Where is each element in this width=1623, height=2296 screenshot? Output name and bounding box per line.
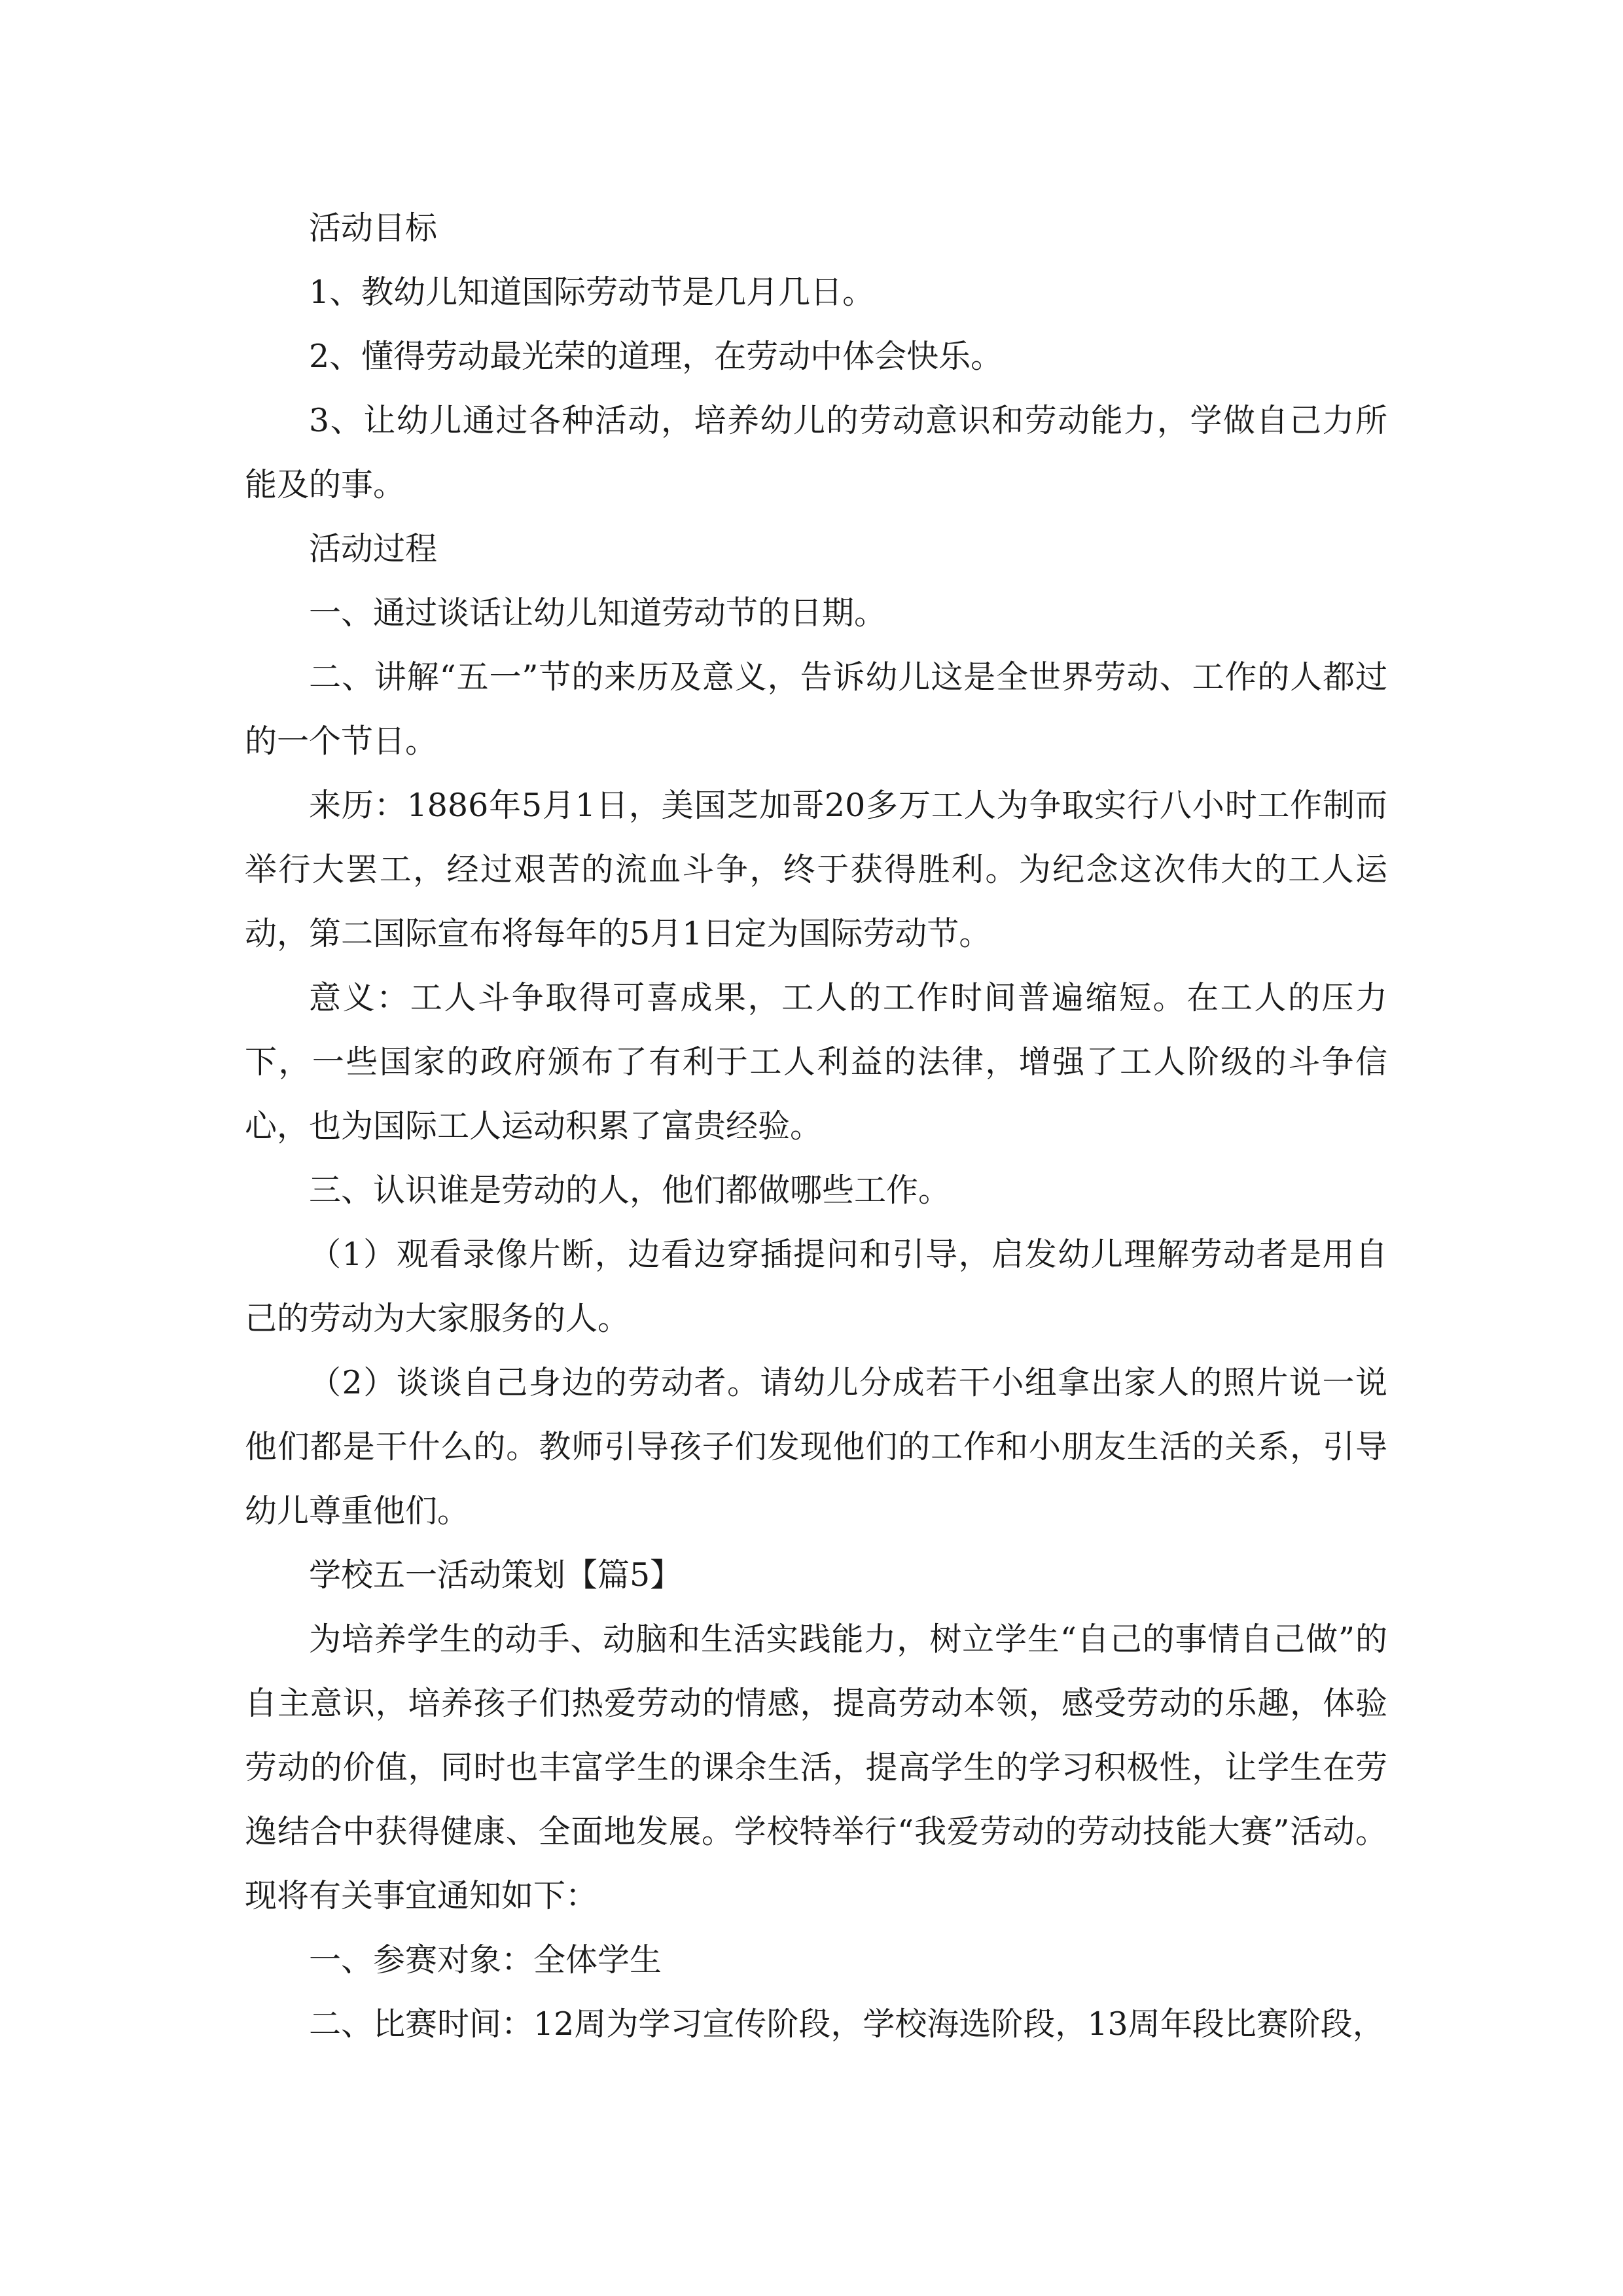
paragraph: 一、参赛对象：全体学生 — [309, 1941, 662, 1979]
paragraph: （2）谈谈自己身边的劳动者。请幼儿分成若干小组拿出家人的照片说一说他们都是干什么的。教师引导孩子们发现他们的工作和小朋友生活的关系，引导幼儿尊重他们。 — [245, 1364, 1387, 1530]
paragraph: 意义：工人斗争取得可喜成果，工人的工作时间普遍缩短。在工人的压力下，一些国家的政府颁布了有利于工人利益的法律，增强了工人阶级的斗争信心，也为国际工人运动积累了富贵经验。 — [245, 979, 1387, 1145]
document-body — [245, 196, 1387, 2056]
section-heading-goals: 活动目标 — [309, 209, 438, 247]
paragraph: 二、讲解“五一”节的来历及意义，告诉幼儿这是全世界劳动、工作的人都过的一个节日。 — [245, 658, 1387, 760]
paragraph: 1、教幼儿知道国际劳动节是几月几日。 — [309, 274, 875, 311]
paragraph: 3、让幼儿通过各种活动，培养幼儿的劳动意识和劳动能力，学做自己力所能及的事。 — [245, 402, 1387, 503]
paragraph: 2、懂得劳动最光荣的道理，在劳动中体会快乐。 — [309, 338, 1003, 375]
paragraph: 一、通过谈话让幼儿知道劳动节的日期。 — [309, 594, 887, 632]
section-heading-process: 活动过程 — [309, 530, 438, 567]
paragraph: （1）观看录像片断，边看边穿插提问和引导，启发幼儿理解劳动者是用自己的劳动为大家服务的人。 — [245, 1236, 1387, 1337]
paragraph: 为培养学生的动手、动脑和生活实践能力，树立学生“自己的事情自己做”的自主意识，培养孩子们热爱劳动的情感，提高劳动本领，感受劳动的乐趣，体验劳动的价值，同时也丰富学生的课余生活，提高学生的学习积极性，让学生在劳逸结合中获得健康、全面地发展。学校特举行“我爱劳动的劳动技能大赛”活动。现将有关事宜通知如下： — [245, 1621, 1387, 1914]
section-heading-part5: 学校五一活动策划【篇5】 — [309, 1556, 683, 1594]
paragraph: 来历：1886年5月1日，美国芝加哥20多万工人为争取实行八小时工作制而举行大罢工，经过艰苦的流血斗争，终于获得胜利。为纪念这次伟大的工人运动，第二国际宣布将每年的5月1日定为国际劳动节。 — [245, 787, 1387, 952]
paragraph: 二、比赛时间：12周为学习宣传阶段，学校海选阶段，13周年段比赛阶段， — [309, 2005, 1385, 2043]
paragraph: 三、认识谁是劳动的人，他们都做哪些工作。 — [309, 1172, 951, 1209]
